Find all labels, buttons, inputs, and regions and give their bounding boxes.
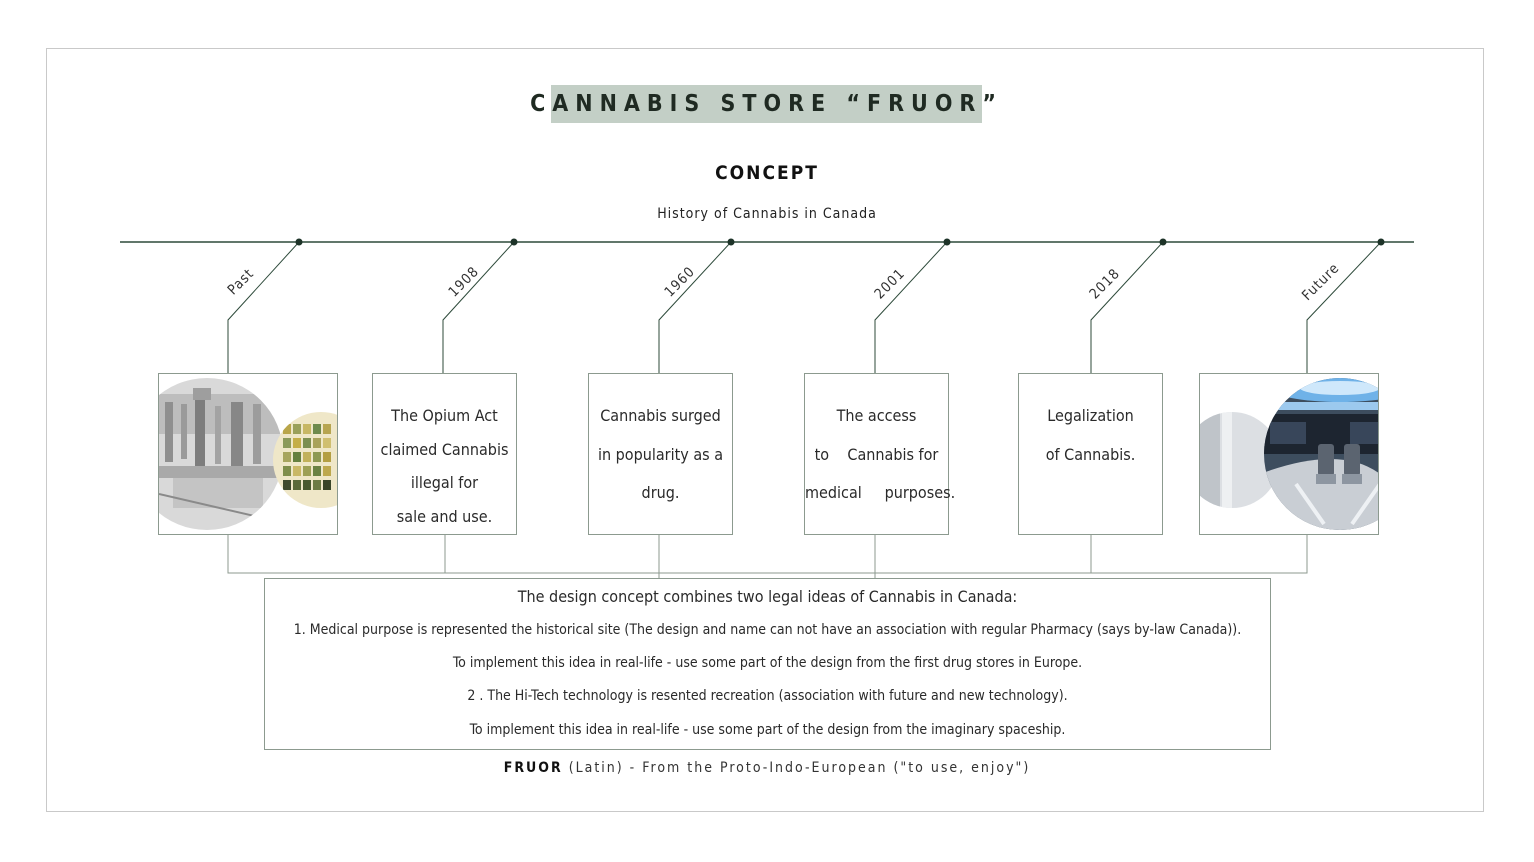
timeline-dot-2001 bbox=[944, 239, 951, 246]
card-text-line: in popularity as a bbox=[597, 445, 724, 464]
connector-1908 bbox=[443, 242, 514, 373]
concept-heading: CONCEPT bbox=[715, 162, 819, 184]
historical-pharmacy-image bbox=[159, 374, 337, 534]
design-concept-box bbox=[264, 578, 1271, 750]
timeline-label-2018: 2018 bbox=[1086, 265, 1124, 303]
card-text-line: of Cannabis. bbox=[1045, 445, 1136, 464]
card-text-line: sale and use. bbox=[396, 507, 493, 526]
concept-lead-text: The design concept combines two legal ideas of Cannabis in Canada: bbox=[517, 587, 1018, 606]
concept-line: 1. Medical purpose is represented the historical site (The design and name can not have an association with regular Pharmacy (says by-law Canada)). bbox=[293, 622, 1242, 638]
card-text-line: drug. bbox=[641, 483, 680, 502]
connector-1960 bbox=[659, 242, 731, 373]
footer-brand: FRUOR bbox=[503, 760, 563, 776]
timeline-subtitle: History of Cannabis in Canada bbox=[657, 206, 877, 222]
timeline-card-2018 bbox=[1018, 373, 1163, 535]
connector-future bbox=[1307, 242, 1381, 373]
timeline-dot-past bbox=[296, 239, 303, 246]
timeline-label-1960: 1960 bbox=[661, 263, 699, 301]
footer-definition: (Latin) - From the Proto-Indo-European ("to use, enjoy") bbox=[562, 760, 1031, 776]
timeline-label-2001: 2001 bbox=[871, 265, 909, 303]
timeline-dot-1908 bbox=[511, 239, 518, 246]
spaceship-interior-image bbox=[1200, 374, 1378, 534]
connector-2018 bbox=[1091, 242, 1163, 373]
timeline-card-1960 bbox=[588, 373, 733, 535]
timeline-card-past bbox=[158, 373, 338, 535]
card-text-line: illegal for bbox=[410, 473, 479, 492]
timeline-label-1908: 1908 bbox=[445, 263, 483, 301]
connector-past bbox=[228, 242, 299, 373]
timeline-dot-2018 bbox=[1160, 239, 1167, 246]
timeline-dot-future bbox=[1378, 239, 1385, 246]
concept-line: To implement this idea in real-life - use some part of the design from the first drug stores in Europe. bbox=[452, 655, 1083, 671]
historical-pharmacy-illustration bbox=[159, 374, 337, 534]
concept-line: To implement this idea in real-life - use some part of the design from the imaginary spaceship. bbox=[469, 722, 1066, 738]
spaceship-interior-illustration bbox=[1200, 374, 1378, 534]
card-text-line: The Opium Act bbox=[391, 406, 498, 425]
footer-etymology bbox=[0, 760, 1534, 776]
card-text-line: medical purposes. bbox=[805, 483, 956, 502]
card-text-line: The access bbox=[836, 406, 917, 425]
timeline-label-future: Future bbox=[1299, 260, 1343, 304]
card-text-line: Legalization bbox=[1047, 406, 1134, 425]
concept-line: 2 . The Hi-Tech technology is resented recreation (association with future and new technology). bbox=[467, 688, 1068, 704]
timeline-card-future bbox=[1199, 373, 1379, 535]
connector-2001 bbox=[875, 242, 947, 373]
timeline-label-past: Past bbox=[224, 265, 258, 299]
card-text-line: Cannabis surged bbox=[600, 406, 721, 425]
timeline-dot-1960 bbox=[728, 239, 735, 246]
timeline-card-2001 bbox=[804, 373, 956, 535]
card-text-line: claimed Cannabis bbox=[380, 440, 509, 459]
bottom-bracket bbox=[228, 535, 1307, 573]
page-title: CANNABIS STORE “FRUOR” bbox=[530, 91, 1003, 117]
timeline-card-1908 bbox=[372, 373, 517, 535]
card-text-line: to Cannabis for bbox=[814, 445, 939, 464]
